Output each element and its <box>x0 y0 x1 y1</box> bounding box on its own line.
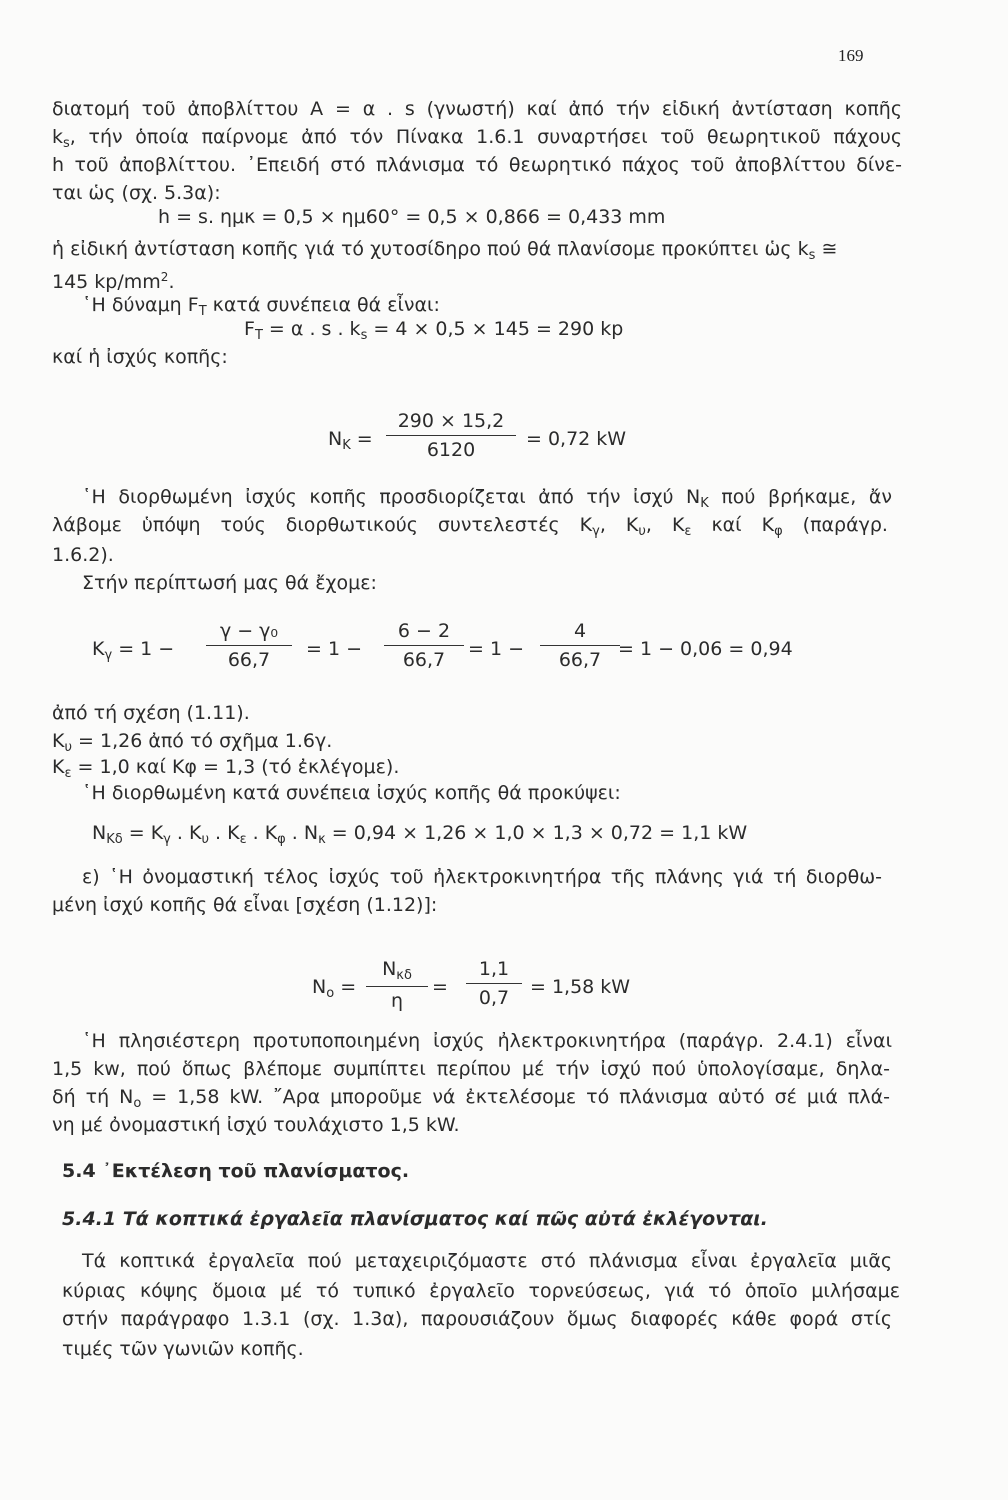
text-line: ται ὡς (σχ. 5.3α): <box>52 182 221 204</box>
text-line: $K_\upsilon = 1,26$ ἀπό τό σχῆμα 1.6γ. <box>52 730 333 755</box>
text-line: στήν παράγραφο 1.3.1 (σχ. 1.3α), παρουσιάζουν ὅμως διαφορές κάθε φορά στίς <box>62 1308 892 1330</box>
text-line: 145 $kp/mm^2$. <box>52 270 175 293</box>
equation-nkd: $N_{K\delta} = K_\gamma$ . $K_\upsilon$ . $K_\varepsilon$ . $K_\varphi$ . $N_\kappa = 0,94 \times 1,26 \times 1,0 \times 1,3 \times 0,72 = 1,1$ kW <box>92 822 748 847</box>
section-heading: 5.4 ᾿Εκτέλεση τοῦ πλανίσματος. <box>62 1160 410 1182</box>
text-line: ἀπό τή σχέση (1.11). <box>52 702 250 724</box>
equation-nk-rhs: = 0,72 kW <box>526 428 627 450</box>
equation-kg-b: = 1 − <box>306 638 363 660</box>
text-line: ῾Η πλησιέστερη προτυποποιημένη ἰσχύς ἠλεκτροκινητήρα (παράγρ. 2.4.1) εἶναι <box>82 1030 892 1052</box>
equation-nk-lhs: $N_K$ = <box>328 428 373 453</box>
text-line: λάβομε ὑπόψη τούς διορθωτικούς συντελεστές $K_\gamma$, $K_\upsilon$, $K_\varepsilon$ καί $K_\varphi$ (παράγρ. <box>52 514 888 539</box>
fraction-kg-2: 6 − 2 66,7 <box>384 620 464 671</box>
fraction-nk: 290 × 15,2 6120 <box>386 410 516 461</box>
fraction-kg-1: γ − γ₀ 66,7 <box>206 620 292 671</box>
text-line: Στήν περίπτωσή μας θά ἔχομε: <box>82 572 377 594</box>
text-line: h τοῦ ἀποβλίττου. ᾿Επειδή στό πλάνισμα τό θεωρητικό πάχος τοῦ ἀποβλίττου δίνε- <box>52 154 902 176</box>
text-line: καί ἡ ἰσχύς κοπῆς: <box>52 346 228 368</box>
text-line: ῾Η διορθωμένη κατά συνέπεια ἰσχύς κοπῆς θά προκύψει: <box>82 782 621 804</box>
page-number: 169 <box>838 46 864 65</box>
text-line: 1,5 kw, πού ὅπως βλέπομε συμπίπτει περίπου μέ τήν ἰσχύ πού ὑπολογίσαμε, δηλα- <box>52 1058 890 1080</box>
fraction-no-1: $N_{\kappa\delta}$ η <box>366 958 428 1012</box>
text-line: διατομή τοῦ ἀποβλίττου A = α . s (γνωστή) καί ἀπό τήν εἰδική ἀντίσταση κοπῆς <box>52 98 902 120</box>
text-line: μένη ἰσχύ κοπῆς θά εἶναι [σχέση (1.12)]: <box>52 894 438 916</box>
text-line: $k_s$, τήν ὁποία παίρνομε ἀπό τόν Πίνακα 1.6.1 συναρτήσει τοῦ θεωρητικοῦ πάχους <box>52 126 902 151</box>
equation-ft: $F_T = \alpha$ . s . $k_s = 4 \times 0,5 \times 145 = 290$ kp <box>244 318 624 343</box>
text-line: κύριας κόψης ὅμοια μέ τό τυπικό ἐργαλεῖο τορνεύσεως, γιά τό ὁποῖο μιλήσαμε <box>62 1280 900 1302</box>
equation-kg-c: = 1 − <box>468 638 525 660</box>
text-line: νη μέ ὀνομαστική ἰσχύ τουλάχιστο 1,5 kW. <box>52 1114 460 1136</box>
text-line: ῾Η δύναμη $F_T$ κατά συνέπεια θά εἶναι: <box>82 294 440 319</box>
text-line: 1.6.2). <box>52 544 114 566</box>
text-line: τιμές τῶν γωνιῶν κοπῆς. <box>62 1338 304 1360</box>
text-line: δή τή $N_o = 1,58$ kW. ῎Αρα μποροῦμε νά ἐκτελέσομε τό πλάνισμα αὐτό σέ μιά πλά- <box>52 1086 890 1111</box>
fraction-kg-3: 4 66,7 <box>540 620 620 671</box>
text-line: Τά κοπτικά ἐργαλεῖα πού μεταχειριζόμαστε στό πλάνισμα εἶναι ἐργαλεῖα μιᾶς <box>82 1250 892 1272</box>
equation-kg-rhs: = 1 − 0,06 = 0,94 <box>618 638 793 660</box>
fraction-no-2: 1,1 0,7 <box>466 958 522 1009</box>
subsection-heading: 5.4.1 Τά κοπτικά ἐργαλεῖα πλανίσματος καί πῶς αὐτά ἐκλέγονται. <box>62 1208 768 1230</box>
equation-no-lhs: $N_o$ = <box>312 976 357 1001</box>
equation-no-mid: = <box>432 976 448 998</box>
text-line: ε) ῾Η ὀνομαστική τέλος ἰσχύς τοῦ ἠλεκτροκινητήρα τῆς πλάνης γιά τή διορθω- <box>82 866 882 888</box>
text-line: ῾Η διορθωμένη ἰσχύς κοπῆς προσδιορίζεται ἀπό τήν ἰσχύ $N_K$ πού βρήκαμε, ἄν <box>82 486 892 511</box>
equation-h: h = s. ημκ = 0,5 × ημ60° = 0,5 × 0,866 = 0,433 mm <box>158 206 666 228</box>
equation-kg-lhs: $K_\gamma = 1$ − <box>92 638 175 663</box>
text-line: $K_\varepsilon = 1,0$ καί Kφ = 1,3 (τό ἐκλέγομε). <box>52 756 400 781</box>
equation-no-rhs: = 1,58 kW <box>530 976 631 998</box>
text-line: ἡ εἰδική ἀντίσταση κοπῆς γιά τό χυτοσίδηρο πού θά πλανίσομε προκύπτει ὡς $k_s$ ≅ <box>52 238 838 263</box>
